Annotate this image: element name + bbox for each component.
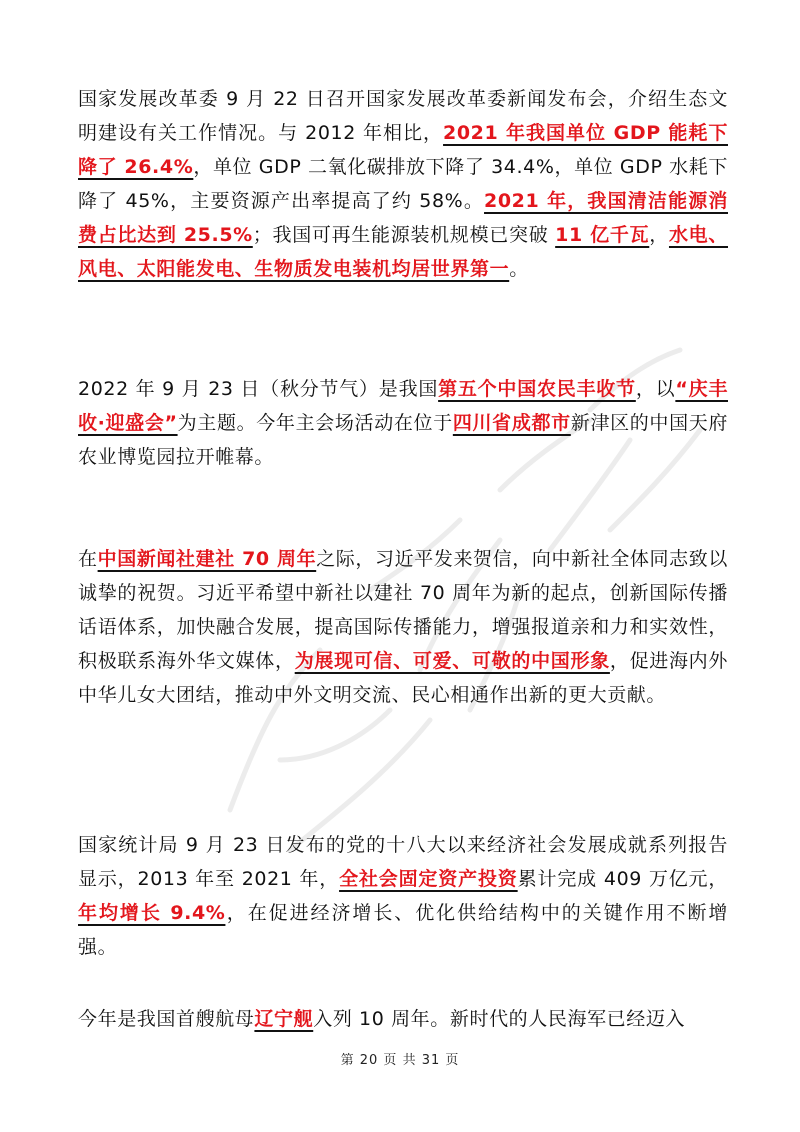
body-text: 为主题。今年主会场活动在位于 — [177, 412, 453, 434]
body-text: 今年是我国首艘航母 — [78, 1008, 255, 1030]
body-text: ，以 — [635, 378, 676, 400]
body-text: ；我国可再生能源装机规模已突破 — [252, 224, 556, 246]
body-text: 累计完成 409 万亿元， — [517, 868, 728, 890]
body-text: 2022 年 9 月 23 日（秋分节气）是我国 — [78, 378, 439, 400]
body-text: 国家发展改革委 9 月 22 日召开国家发展改革委新闻发布会，介绍生态文明建设有关工作情况。与 2012 年相比， — [78, 88, 728, 144]
highlighted-text: 11 亿千瓦 — [555, 224, 650, 246]
body-text: 在 — [78, 548, 98, 570]
body-text: 新津区的中国天府农业博览园拉开帷幕。 — [78, 412, 728, 468]
highlighted-text: 第五个中国农民丰收节 — [438, 378, 636, 400]
highlighted-text: 中国新闻社建社 70 周年 — [97, 548, 317, 570]
highlighted-text: 2021 年我国单位 GDP 能耗下降了 26.4% — [78, 122, 728, 178]
body-text: ， — [649, 224, 669, 246]
paragraph-ecological-civilization — [78, 82, 728, 286]
body-text: ，促进海内外中华儿女大团结，推动中外文明交流、民心相通作出新的更大贡献。 — [78, 650, 728, 706]
highlighted-text: 为展现可信、可爱、可敬的中国形象 — [294, 650, 610, 672]
paragraph-fixed-asset-investment — [78, 828, 728, 964]
paragraph-harvest-festival — [78, 372, 728, 474]
highlighted-text: 全社会固定资产投资 — [339, 868, 518, 890]
paragraph-liaoning-carrier — [78, 1002, 728, 1036]
body-text: 入列 10 周年。新时代的人民海军已经迈入 — [313, 1008, 686, 1030]
highlighted-text: “庆丰收·迎盛会” — [78, 378, 728, 434]
body-text: 。 — [509, 258, 529, 280]
body-text: 国家统计局 9 月 23 日发布的党的十八大以来经济社会发展成就系列报告显示，2013 年至 2021 年， — [78, 834, 728, 890]
body-text: ，单位 GDP 二氧化碳排放下降了 34.4%，单位 GDP 水耗下降了 45%，主要资源产出率提高了约 58%。 — [78, 156, 728, 212]
paragraph-china-news-service — [78, 542, 728, 712]
highlighted-text: 四川省成都市 — [452, 412, 571, 434]
highlighted-text: 水电、风电、太阳能发电、生物质发电装机均居世界第一 — [78, 224, 728, 280]
highlighted-text: 年均增长 9.4% — [78, 902, 226, 924]
highlighted-text: 2021 年，我国清洁能源消费占比达到 25.5% — [78, 190, 728, 246]
page-number-footer: 第 20 页 共 31 页 — [340, 1053, 460, 1068]
body-text: ，在促进经济增长、优化供给结构中的关键作用不断增强。 — [78, 902, 728, 958]
highlighted-text: 辽宁舰 — [254, 1008, 314, 1030]
body-text: 之际，习近平发来贺信，向中新社全体同志致以诚挚的祝贺。习近平希望中新社以建社 70 周年为新的起点，创新国际传播话语体系，加快融合发展，提高国际传播能力，增强报道亲和力和实效性，积极联系海外华文媒体， — [78, 548, 728, 672]
